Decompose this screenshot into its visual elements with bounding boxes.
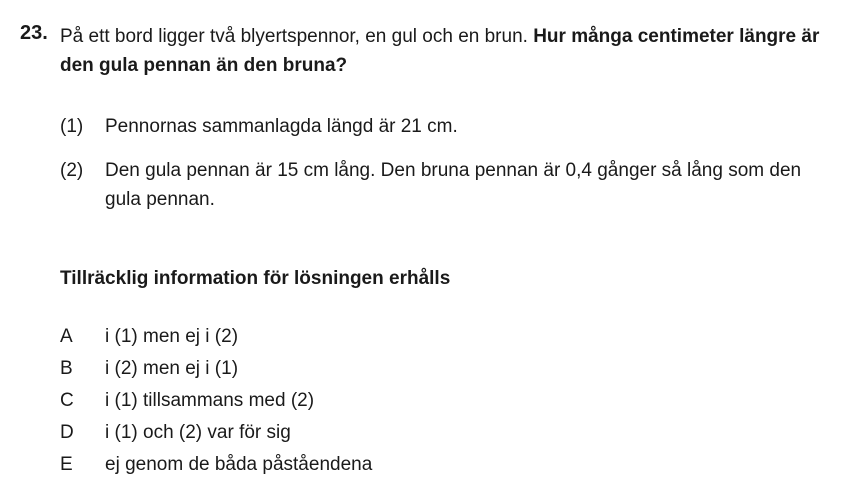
option-a[interactable] — [60, 322, 760, 354]
statement-2 — [60, 156, 830, 214]
option-b-text: i (2) men ej i (1) — [105, 358, 239, 379]
statement-1-text: Pennornas sammanlagda längd är 21 cm. — [105, 116, 458, 137]
statement-2-label: (2) — [60, 160, 84, 181]
option-e-text: ej genom de båda påståendena — [105, 454, 373, 475]
option-d[interactable] — [60, 418, 760, 450]
question-text-plain: På ett bord ligger två blyertspennor, en gul och en brun. — [60, 26, 534, 47]
option-e-letter: E — [60, 454, 73, 475]
option-c-text: i (1) tillsammans med (2) — [105, 390, 315, 411]
option-a-text: i (1) men ej i (2) — [105, 326, 239, 347]
answer-options — [60, 322, 760, 482]
statement-2-text: Den gula pennan är 15 cm lång. Den bruna pennan är 0,4 gånger så lång som den gula pennan. — [105, 160, 802, 210]
question-text-bold: Hur många centimeter längre är den gula pennan än den bruna? — [60, 26, 820, 76]
question-number: 23. — [20, 22, 48, 44]
option-b-letter: B — [60, 358, 73, 379]
option-c[interactable] — [60, 386, 760, 418]
option-d-text: i (1) och (2) var för sig — [105, 422, 291, 443]
statement-1 — [60, 112, 830, 141]
option-d-letter: D — [60, 422, 74, 443]
sufficiency-heading: Tillräcklig information för lösningen erhålls — [60, 268, 451, 289]
option-b[interactable] — [60, 354, 760, 386]
option-c-letter: C — [60, 390, 74, 411]
statement-1-label: (1) — [60, 116, 84, 137]
option-a-letter: A — [60, 326, 73, 347]
question-text — [60, 22, 830, 80]
option-e[interactable] — [60, 450, 760, 482]
